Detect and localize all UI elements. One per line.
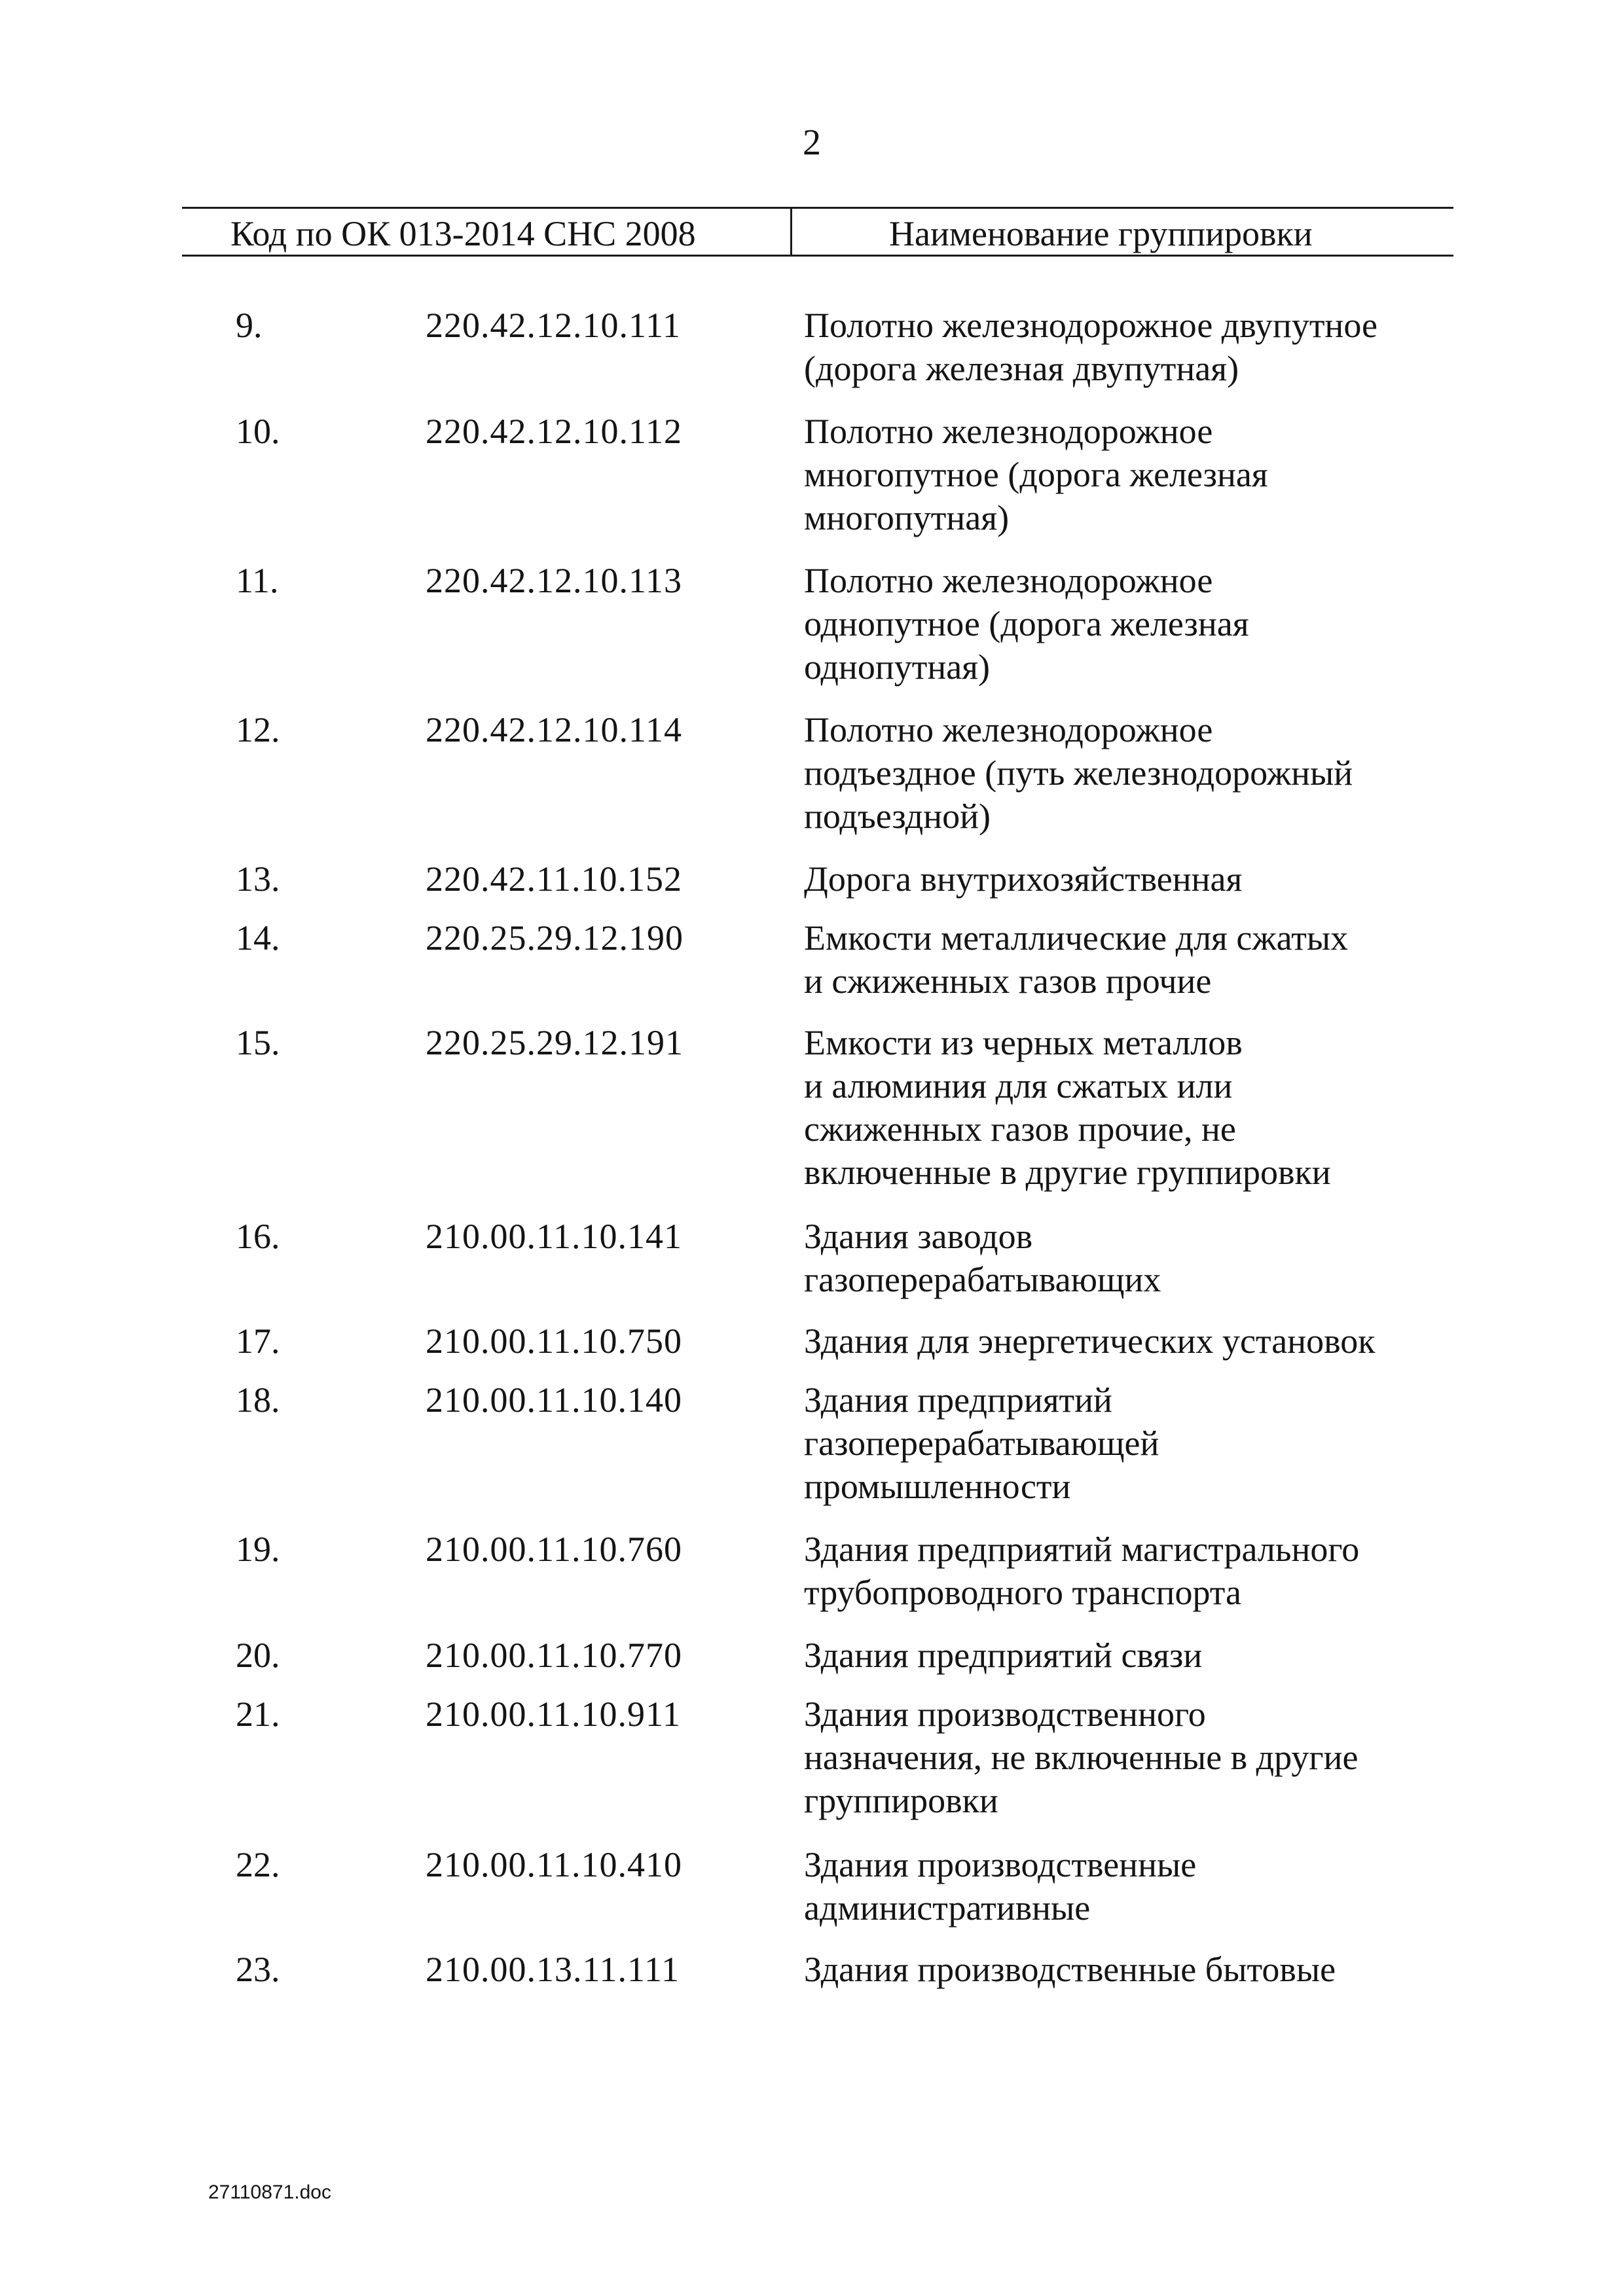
row-name-line: Дорога внутрихозяйственная — [804, 859, 1243, 899]
row-name-line: Здания производственные бытовые — [804, 1950, 1336, 1989]
row-number: 14. — [236, 918, 280, 958]
row-name-line: Емкости металлические для сжатых — [804, 918, 1349, 958]
header-name-column: Наименование группировки — [889, 214, 1313, 253]
row-number: 11. — [236, 561, 279, 600]
row-code: 210.00.11.10.750 — [426, 1321, 682, 1361]
row-name-line: Емкости из черных металлов — [804, 1023, 1243, 1062]
row-name-line: сжиженных газов прочие, не — [804, 1109, 1236, 1149]
row-number: 21. — [236, 1695, 280, 1734]
row-number: 10. — [236, 412, 280, 451]
row-name-line: Полотно железнодорожное — [804, 710, 1213, 749]
row-name-line: газоперерабатывающих — [804, 1260, 1161, 1299]
row-name — [804, 1021, 1459, 1194]
header-top-rule — [182, 207, 1453, 209]
row-code: 220.25.29.12.190 — [426, 918, 684, 958]
row-name — [804, 1215, 1459, 1301]
row-name-line: Здания производственные — [804, 1845, 1197, 1884]
row-code: 210.00.11.10.140 — [426, 1380, 682, 1420]
row-name — [804, 410, 1459, 539]
row-name-line: газоперерабатывающей — [804, 1424, 1159, 1463]
header-code-column: Код по ОК 013-2014 СНС 2008 — [230, 214, 696, 253]
header-column-divider — [790, 207, 792, 257]
row-name-line: группировки — [804, 1781, 998, 1820]
row-number: 19. — [236, 1530, 280, 1569]
row-name-line: административные — [804, 1888, 1091, 1928]
row-name-line: включенные в другие группировки — [804, 1153, 1331, 1192]
row-code: 210.00.11.10.911 — [426, 1695, 681, 1734]
row-number: 9. — [236, 306, 263, 345]
row-name-line: трубопроводного транспорта — [804, 1573, 1241, 1612]
row-name-line: подъездное (путь железнодорожный — [804, 753, 1353, 793]
row-name — [804, 1319, 1459, 1363]
row-name-line: Здания производственного — [804, 1695, 1206, 1734]
row-name — [804, 1528, 1459, 1614]
row-name — [804, 857, 1459, 901]
row-name-line: однопутное (дорога железная — [804, 604, 1249, 643]
row-code: 220.42.12.10.113 — [426, 561, 682, 600]
row-name — [804, 916, 1459, 1003]
row-code: 220.42.12.10.114 — [426, 710, 682, 749]
row-name — [804, 1634, 1459, 1677]
row-name — [804, 708, 1459, 838]
row-name-line: многопутное (дорога железная — [804, 455, 1268, 494]
row-number: 16. — [236, 1217, 280, 1256]
row-name-line: Здания предприятий магистрального — [804, 1530, 1360, 1569]
row-number: 15. — [236, 1023, 280, 1062]
page-number: 2 — [803, 122, 821, 163]
row-code: 220.25.29.12.191 — [426, 1023, 684, 1062]
row-name — [804, 1378, 1459, 1508]
row-number: 20. — [236, 1636, 280, 1675]
row-number: 12. — [236, 710, 280, 749]
row-name-line: Полотно железнодорожное — [804, 412, 1213, 451]
row-number: 18. — [236, 1380, 280, 1420]
row-name-line: многопутная) — [804, 498, 1010, 537]
row-name-line: Здания предприятий — [804, 1380, 1112, 1420]
row-name — [804, 559, 1459, 689]
row-code: 220.42.11.10.152 — [426, 859, 682, 899]
row-name — [804, 1948, 1459, 1991]
row-name-line: однопутная) — [804, 647, 991, 687]
row-name-line: и сжиженных газов прочие — [804, 961, 1212, 1001]
row-number: 17. — [236, 1321, 280, 1361]
row-number: 22. — [236, 1845, 280, 1884]
row-code: 210.00.13.11.111 — [426, 1950, 680, 1989]
row-name-line: Здания для энергетических установок — [804, 1321, 1376, 1361]
row-code: 210.00.11.10.770 — [426, 1636, 682, 1675]
row-number: 13. — [236, 859, 280, 899]
row-code: 210.00.11.10.760 — [426, 1530, 682, 1569]
row-name-line: промышленности — [804, 1467, 1071, 1506]
row-code: 220.42.12.10.111 — [426, 306, 681, 345]
row-number: 23. — [236, 1950, 280, 1989]
row-name-line: Здания заводов — [804, 1217, 1033, 1256]
row-code: 220.42.12.10.112 — [426, 412, 682, 451]
row-name-line: Здания предприятий связи — [804, 1636, 1203, 1675]
row-name — [804, 1693, 1459, 1822]
row-name-line: назначения, не включенные в другие — [804, 1738, 1359, 1777]
row-name-line: подъездной) — [804, 797, 991, 836]
row-code: 210.00.11.10.141 — [426, 1217, 682, 1256]
row-name — [804, 304, 1459, 390]
row-name-line: Полотно железнодорожное двупутное — [804, 306, 1377, 345]
row-code: 210.00.11.10.410 — [426, 1845, 682, 1884]
row-name-line: (дорога железная двупутная) — [804, 349, 1239, 388]
footer-filename: 27110871.doc — [208, 2181, 331, 2203]
row-name — [804, 1843, 1459, 1929]
row-name-line: Полотно железнодорожное — [804, 561, 1213, 600]
row-name-line: и алюминия для сжатых или — [804, 1066, 1233, 1105]
